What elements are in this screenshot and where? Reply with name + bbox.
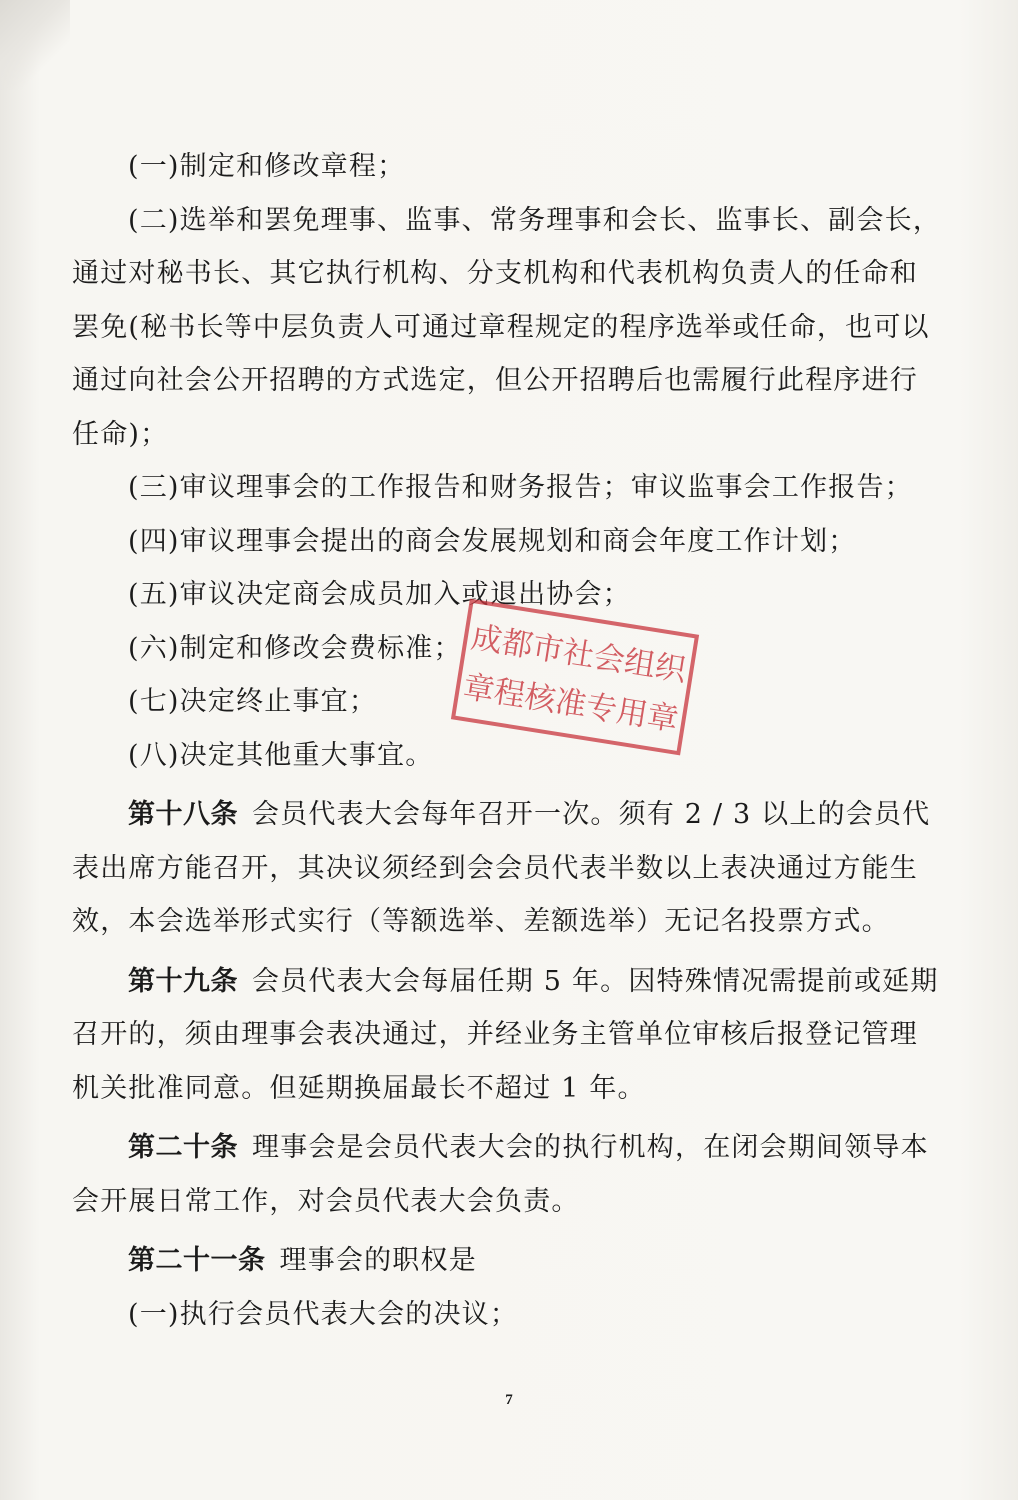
article-19-line bbox=[72, 955, 942, 1009]
article-text: 会员代表大会每年召开一次。须有 2 / 3 以上的会员代 bbox=[252, 799, 931, 830]
text-line: (一)制定和修改章程； bbox=[128, 151, 406, 182]
article-21-line bbox=[72, 1234, 942, 1288]
page-fold-shadow bbox=[0, 0, 70, 90]
text-line: 通过对秘书长、其它执行机构、分支机构和代表机构负责人的任命和 bbox=[72, 258, 918, 289]
text-line: (一)执行会员代表大会的决议； bbox=[128, 1298, 519, 1330]
text-line: (二)选举和罢免理事、监事、常务理事和会长、监事长、副会长， bbox=[128, 204, 942, 236]
article-heading: 第十九条 bbox=[128, 965, 238, 997]
text-line: 表出席方能召开，其决议须经到会会员代表半数以上表决通过方能生 bbox=[72, 852, 918, 884]
article-text: 理事会的职权是 bbox=[279, 1245, 477, 1276]
article-20-line bbox=[72, 1121, 942, 1175]
document-body bbox=[72, 140, 942, 1341]
text-line: 罢免(秘书长等中层负责人可通过章程规定的程序选举或任命，也可以 bbox=[72, 311, 930, 343]
text-line: (八)决定其他重大事宜。 bbox=[128, 739, 434, 771]
article-text: 理事会是会员代表大会的执行机构，在闭会期间领导本 bbox=[252, 1132, 929, 1163]
text-line: (七)决定终止事宜； bbox=[128, 686, 378, 717]
page-number: 7 bbox=[505, 1392, 513, 1408]
article-heading: 第十八条 bbox=[128, 799, 238, 830]
text-line: (五)审议决定商会成员加入或退出协会； bbox=[128, 579, 631, 610]
text-line: 会开展日常工作，对会员代表大会负责。 bbox=[72, 1185, 580, 1217]
seal-text-line-2: 章程核准专用章 bbox=[460, 668, 681, 739]
text-line: (三)审议理事会的工作报告和财务报告；审议监事会工作报告； bbox=[128, 472, 913, 503]
text-line: (四)审议理事会提出的商会发展规划和商会年度工作计划； bbox=[128, 525, 857, 557]
article-text: 会员代表大会每届任期 5 年。因特殊情况需提前或延期 bbox=[252, 965, 939, 997]
text-line: 机关批准同意。但延期换届最长不超过 1 年。 bbox=[72, 1072, 646, 1104]
text-line: 通过向社会公开招聘的方式选定，但公开招聘后也需履行此程序进行 bbox=[72, 365, 918, 396]
text-line: 任命)； bbox=[72, 418, 169, 450]
article-18-line bbox=[72, 788, 942, 842]
article-heading: 第二十一条 bbox=[128, 1245, 266, 1276]
text-line: 召开的，须由理事会表决通过，并经业务主管单位审核后报登记管理 bbox=[72, 1019, 918, 1050]
text-line: 效，本会选举形式实行（等额选举、差额选举）无记名投票方式。 bbox=[72, 906, 890, 937]
text-line: (六)制定和修改会费标准； bbox=[128, 632, 462, 664]
seal-text-line-1: 成都市社会组织 bbox=[468, 619, 689, 690]
article-heading: 第二十条 bbox=[128, 1132, 238, 1163]
